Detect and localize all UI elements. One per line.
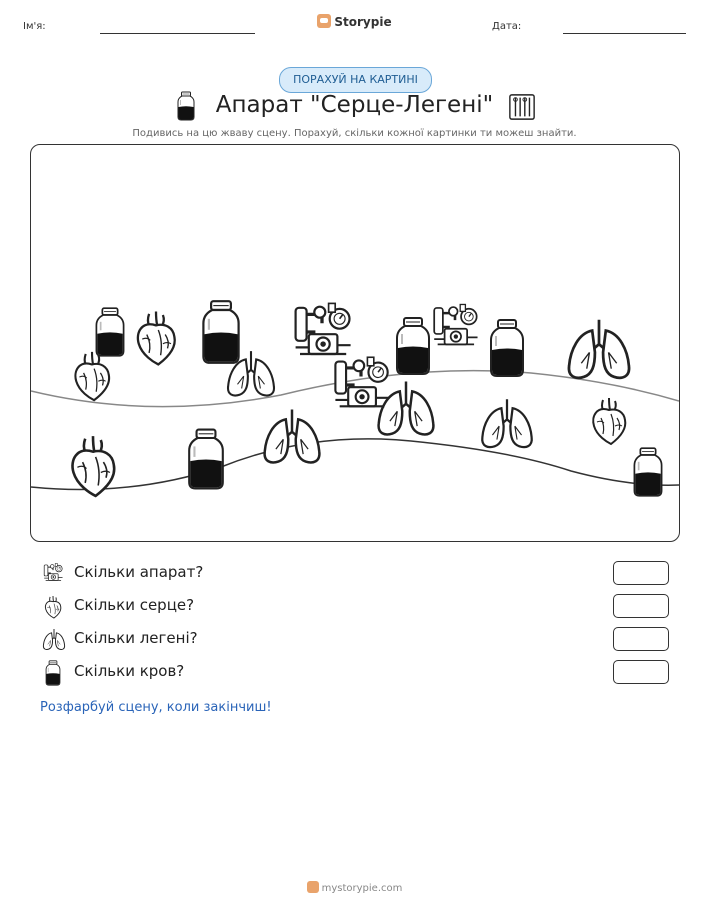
heart-icon [43, 595, 63, 619]
question-row-machine [40, 561, 670, 587]
lungs [379, 381, 434, 434]
blood-jar [491, 320, 523, 376]
heart-lung-machine [434, 304, 477, 344]
date-field-line[interactable] [563, 33, 686, 34]
heart [75, 352, 109, 400]
blood-jar [397, 318, 429, 374]
lungs-icon [42, 628, 66, 652]
footer-url[interactable]: mystorypie.com [321, 883, 403, 894]
name-label: Ім'я: [23, 21, 46, 32]
date-label: Дата: [492, 21, 522, 32]
foreground-hill-line [31, 439, 679, 490]
blood-jar-icon [44, 660, 62, 686]
lungs [569, 320, 629, 378]
blood-jar [634, 448, 661, 496]
question-text: Скільки апарат? [74, 563, 204, 581]
page-subtitle: Подивись на цю жваву сцену. Порахуй, скільки кожної картинки ти можеш знайти. [132, 128, 577, 139]
surgical-tools-icon [508, 93, 536, 121]
storypie-logo-icon [307, 881, 319, 893]
lungs [265, 409, 320, 462]
blood-jar [203, 301, 238, 363]
question-row-blood [40, 660, 670, 686]
question-row-lungs [40, 627, 670, 653]
heart-lung-machine [296, 303, 351, 354]
question-text: Скільки серце? [74, 596, 195, 614]
lungs [482, 399, 532, 447]
answer-box-heart[interactable] [613, 594, 669, 618]
footer [0, 881, 709, 894]
blood-jar [189, 430, 223, 489]
answer-box-lungs[interactable] [613, 627, 669, 651]
heart [138, 312, 175, 365]
storypie-logo-icon [317, 14, 331, 28]
name-field-line[interactable] [100, 33, 255, 34]
machine-icon [42, 562, 64, 584]
question-text: Скільки легені? [74, 629, 198, 647]
coloring-instruction: Розфарбуй сцену, коли закінчиш! [40, 700, 272, 715]
brand-name: Storypie [334, 15, 392, 29]
heart [593, 398, 625, 444]
page-title: Апарат "Серце-Легені" [215, 92, 494, 118]
scene-illustration [31, 145, 679, 541]
heart-lung-machine [335, 357, 388, 406]
answer-box-machine[interactable] [613, 561, 669, 585]
activity-badge: ПОРАХУЙ НА КАРТИНІ [279, 67, 432, 93]
heart [73, 436, 115, 496]
question-text: Скільки кров? [74, 662, 185, 680]
answer-box-blood[interactable] [613, 660, 669, 684]
brand-logo [0, 14, 709, 29]
counting-scene[interactable] [30, 144, 680, 542]
blood-jar [96, 308, 123, 356]
question-row-heart [40, 594, 670, 620]
